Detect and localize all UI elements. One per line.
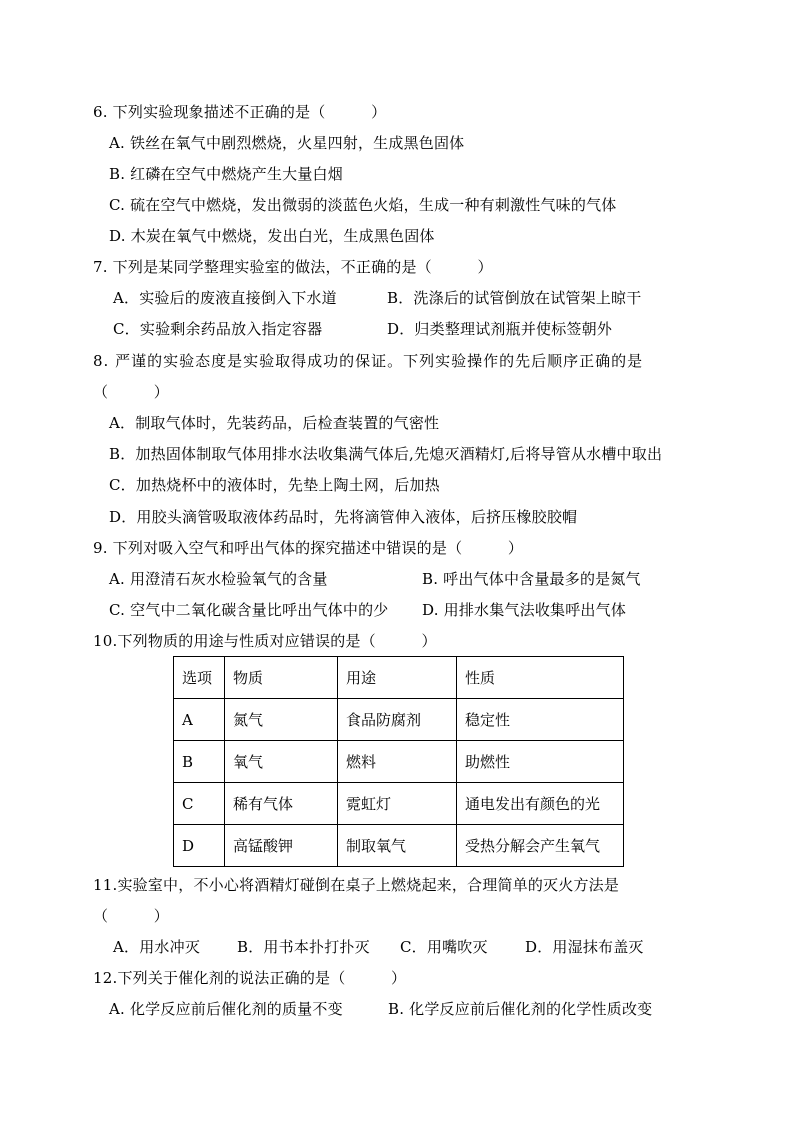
q9-option-d: D. 用排水集气法收集呼出气体: [422, 601, 627, 619]
table-header-cell: 物质: [225, 657, 338, 699]
q11-option-b: B．用书本扑打扑灭: [237, 938, 370, 956]
q8-stem: 8. 严谨的实验态度是实验取得成功的保证。下列实验操作的先后顺序正确的是: [93, 352, 644, 370]
table-cell: 制取氧气: [338, 825, 457, 867]
q11-option-a: A．用水冲灭: [113, 938, 201, 956]
q10-stem: 10.下列物质的用途与性质对应错误的是（ ）: [93, 632, 437, 650]
q7-option-a: A．实验后的废液直接倒入下水道: [113, 289, 337, 307]
q11-option-d: D．用湿抹布盖灭: [525, 938, 644, 956]
table-cell: 稳定性: [457, 699, 624, 741]
table-cell: 霓虹灯: [338, 783, 457, 825]
q6-option-c: C. 硫在空气中燃烧，发出微弱的淡蓝色火焰，生成一种有刺激性气味的气体: [109, 196, 617, 214]
q11-stem: 11.实验室中，不小心将酒精灯碰倒在桌子上燃烧起来，合理简单的灭火方法是: [93, 876, 620, 894]
q6-option-a: A. 铁丝在氧气中剧烈燃烧，火星四射，生成黑色固体: [109, 134, 465, 152]
q6-stem: 6. 下列实验现象描述不正确的是（ ）: [93, 103, 387, 121]
table-cell: 高锰酸钾: [225, 825, 338, 867]
table-cell: 助燃性: [457, 741, 624, 783]
q8-option-d: D．用胶头滴管吸取液体药品时，先将滴管伸入液体，后挤压橡胶胶帽: [109, 508, 578, 526]
table-cell: B: [174, 741, 225, 783]
q9-option-a: A. 用澄清石灰水检验氧气的含量: [109, 570, 328, 588]
q12-stem: 12.下列关于催化剂的说法正确的是（ ）: [93, 969, 407, 987]
q9-option-c: C. 空气中二氧化碳含量比呼出气体中的少: [109, 601, 389, 619]
table-cell: D: [174, 825, 225, 867]
q8-option-b: B．加热固体制取气体用排水法收集满气体后,先熄灭酒精灯,后将导管从水槽中取出: [109, 445, 663, 463]
table-header-cell: 用途: [338, 657, 457, 699]
q7-option-c: C．实验剩余药品放入指定容器: [113, 320, 323, 338]
q10-table: [173, 656, 624, 867]
table-row: [174, 741, 624, 783]
q8-option-c: C．加热烧杯中的液体时，先垫上陶土网，后加热: [109, 476, 440, 494]
table-header-cell: 性质: [457, 657, 624, 699]
q6-option-d: D. 木炭在氧气中燃烧，发出白光，生成黑色固体: [109, 227, 435, 245]
q8-option-a: A．制取气体时，先装药品，后检查装置的气密性: [109, 414, 440, 432]
q7-option-b: B．洗涤后的试管倒放在试管架上晾干: [387, 289, 642, 307]
q11-option-c: C．用嘴吹灭: [400, 938, 488, 956]
table-row: [174, 825, 624, 867]
q11-stem-bracket: （ ）: [93, 907, 170, 925]
table-header-cell: 选项: [174, 657, 225, 699]
q8-stem-bracket: （ ）: [93, 383, 170, 401]
table-cell: C: [174, 783, 225, 825]
q12-option-a: A. 化学反应前后催化剂的质量不变: [109, 1000, 343, 1018]
table-row: [174, 783, 624, 825]
table-cell: A: [174, 699, 225, 741]
table-cell: 通电发出有颜色的光: [457, 783, 624, 825]
q7-stem: 7. 下列是某同学整理实验室的做法，不正确的是（ ）: [93, 258, 493, 276]
q9-stem: 9. 下列对吸入空气和呼出气体的探究描述中错误的是（ ）: [93, 539, 524, 557]
table-row: [174, 699, 624, 741]
table-cell: 氮气: [225, 699, 338, 741]
q12-option-b: B. 化学反应前后催化剂的化学性质改变: [388, 1000, 653, 1018]
q9-option-b: B. 呼出气体中含量最多的是氮气: [422, 570, 641, 588]
q6-option-b: B. 红磷在空气中燃烧产生大量白烟: [109, 165, 343, 183]
table-cell: 燃料: [338, 741, 457, 783]
q7-option-d: D．归类整理试剂瓶并使标签朝外: [387, 320, 613, 338]
table-header-row: [174, 657, 624, 699]
table-cell: 食品防腐剂: [338, 699, 457, 741]
table-cell: 稀有气体: [225, 783, 338, 825]
table-cell: 氧气: [225, 741, 338, 783]
table-cell: 受热分解会产生氧气: [457, 825, 624, 867]
